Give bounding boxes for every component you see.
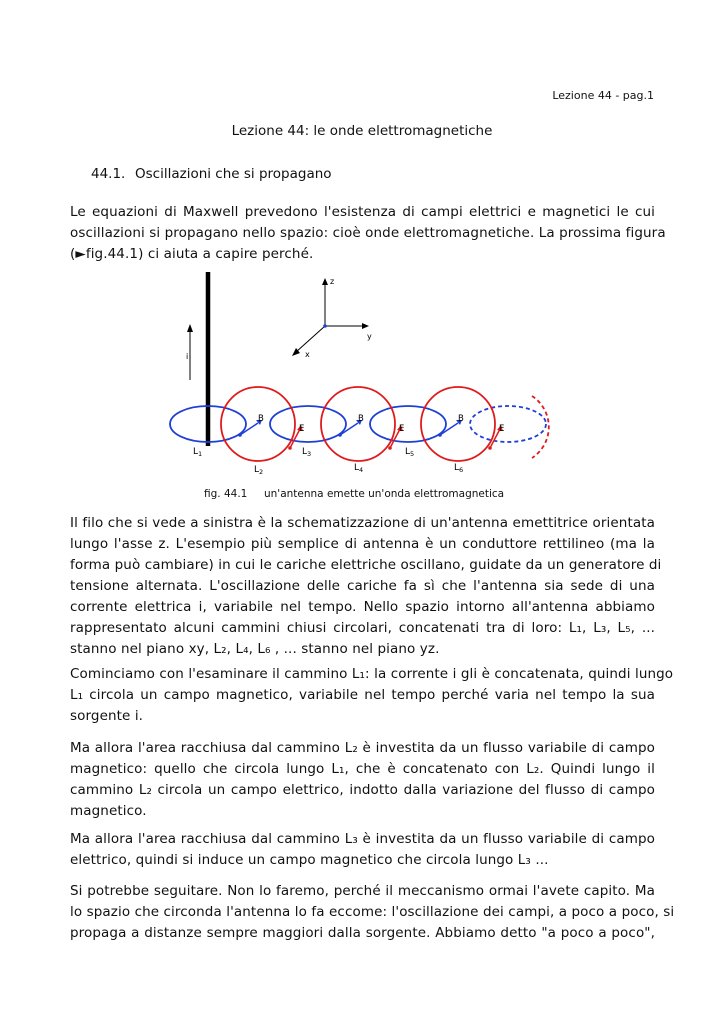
- label-L4: $L_4$: [354, 463, 364, 474]
- label-e: E: [399, 424, 405, 434]
- text-line: (►fig.44.1) ci aiuta a capire perché.: [70, 246, 314, 262]
- loop-L2: [221, 387, 295, 461]
- text-line: cammino L₂ circola un campo elettrico, indotto dalla variazione del flusso di campo: [70, 782, 655, 798]
- text-line: tensione alternata. L'oscillazione delle cariche fa sì che l'antenna sia sede di una: [70, 578, 655, 594]
- caption-text: un'antenna emette un'onda elettromagnetica: [264, 488, 505, 500]
- label-L3: $L_3$: [302, 447, 312, 458]
- axis-y-label: y: [367, 332, 372, 341]
- current-label: i: [186, 352, 189, 361]
- paragraph-antenna: [70, 513, 662, 660]
- label-b: B: [258, 414, 264, 424]
- text-line: rappresentato alcuni cammini chiusi circolari, concatenati tra di loro: L₁, L₃, L₅, ...: [70, 620, 655, 636]
- text-line: Il filo che si vede a sinistra è la schematizzazione di un'antenna emettitrice orientata: [70, 515, 655, 531]
- text-line: lungo l'asse z. L'esempio più semplice di antenna è un conduttore rettilineo (ma la: [70, 536, 655, 552]
- text-line: Si potrebbe seguitare. Non lo faremo, perché il meccanismo ormai l'avete capito. Ma: [70, 883, 655, 899]
- intro-paragraph: [70, 202, 666, 265]
- text-line: oscillazioni si propagano nello spazio: cioè onde elettromagnetiche. La prossima figura: [70, 225, 666, 241]
- label-e: E: [299, 424, 305, 434]
- loop-L5: [370, 406, 446, 442]
- text-line: magnetico.: [70, 803, 147, 819]
- text-line: magnetico: quello che circola lungo L₁, che è concatenato con L₂. Quindi lungo il: [70, 761, 655, 777]
- caption-fig-number: fig. 44.1: [204, 488, 248, 500]
- section-heading: [91, 166, 332, 182]
- label-b: B: [358, 414, 364, 424]
- text-line: Ma allora l'area racchiusa dal cammino L₃ è investita da un flusso variabile di campo: [70, 831, 655, 847]
- text-line: L₁ circola un campo magnetico, variabile nel tempo perché varia nel tempo la sua: [70, 687, 655, 703]
- label-b: B: [458, 414, 464, 424]
- paragraph-L2: [70, 738, 655, 822]
- lesson-title: Lezione 44: le onde elettromagnetiche: [231, 123, 493, 139]
- text-line: lo spazio che circonda l'antenna lo fa eccome: l'oscillazione dei campi, a poco a poco, si: [70, 904, 675, 920]
- text-line: propaga a distanze sempre maggiori dalla sorgente. Abbiamo detto "a poco a poco",: [70, 925, 655, 941]
- label-e: E: [499, 424, 505, 434]
- axes-icon: [292, 278, 369, 356]
- page-header: Lezione 44 - pag.1: [552, 89, 654, 102]
- current-arrowhead: [187, 324, 193, 332]
- section-title: Oscillazioni che si propagano: [135, 166, 332, 182]
- loop-L6: [421, 387, 495, 461]
- axis-x-label: x: [305, 350, 310, 359]
- label-L2: $L_2$: [254, 465, 264, 476]
- paragraph-L1: [70, 664, 674, 727]
- section-number: 44.1.: [91, 166, 126, 182]
- axis-z-label: z: [330, 277, 335, 286]
- text-line: sorgente i.: [70, 708, 144, 724]
- loop-dashed-blue: [470, 406, 546, 442]
- loop-L4: [321, 387, 395, 461]
- figure-caption: [204, 488, 504, 500]
- text-line: stanno nel piano xy, L₂, L₄, L₆ , ... stanno nel piano yz.: [70, 641, 440, 657]
- label-L5: $L_5$: [405, 447, 415, 458]
- text-line: forma può cambiare) in cui le cariche elettriche oscillano, guidate da un generatore di: [70, 557, 662, 573]
- label-L1: $L_1$: [193, 447, 203, 458]
- antenna-figure: [160, 268, 560, 488]
- label-L6: $L_6$: [454, 463, 464, 474]
- paragraph-propagation: [70, 881, 675, 944]
- text-line: Cominciamo con l'esaminare il cammino L₁: la corrente i gli è concatenata, quindi lungo: [70, 666, 674, 682]
- text-line: elettrico, quindi si induce un campo magnetico che circola lungo L₃ ...: [70, 852, 549, 868]
- paragraph-L3: [70, 829, 655, 871]
- text-line: corrente elettrica i, variabile nel tempo. Nello spazio intorno all'antenna abbiamo: [70, 599, 655, 615]
- text-line: Ma allora l'area racchiusa dal cammino L₂ è investita da un flusso variabile di campo: [70, 740, 655, 756]
- loop-L3: [270, 406, 346, 442]
- text-line: Le equazioni di Maxwell prevedono l'esistenza di campi elettrici e magnetici le cui: [70, 204, 655, 220]
